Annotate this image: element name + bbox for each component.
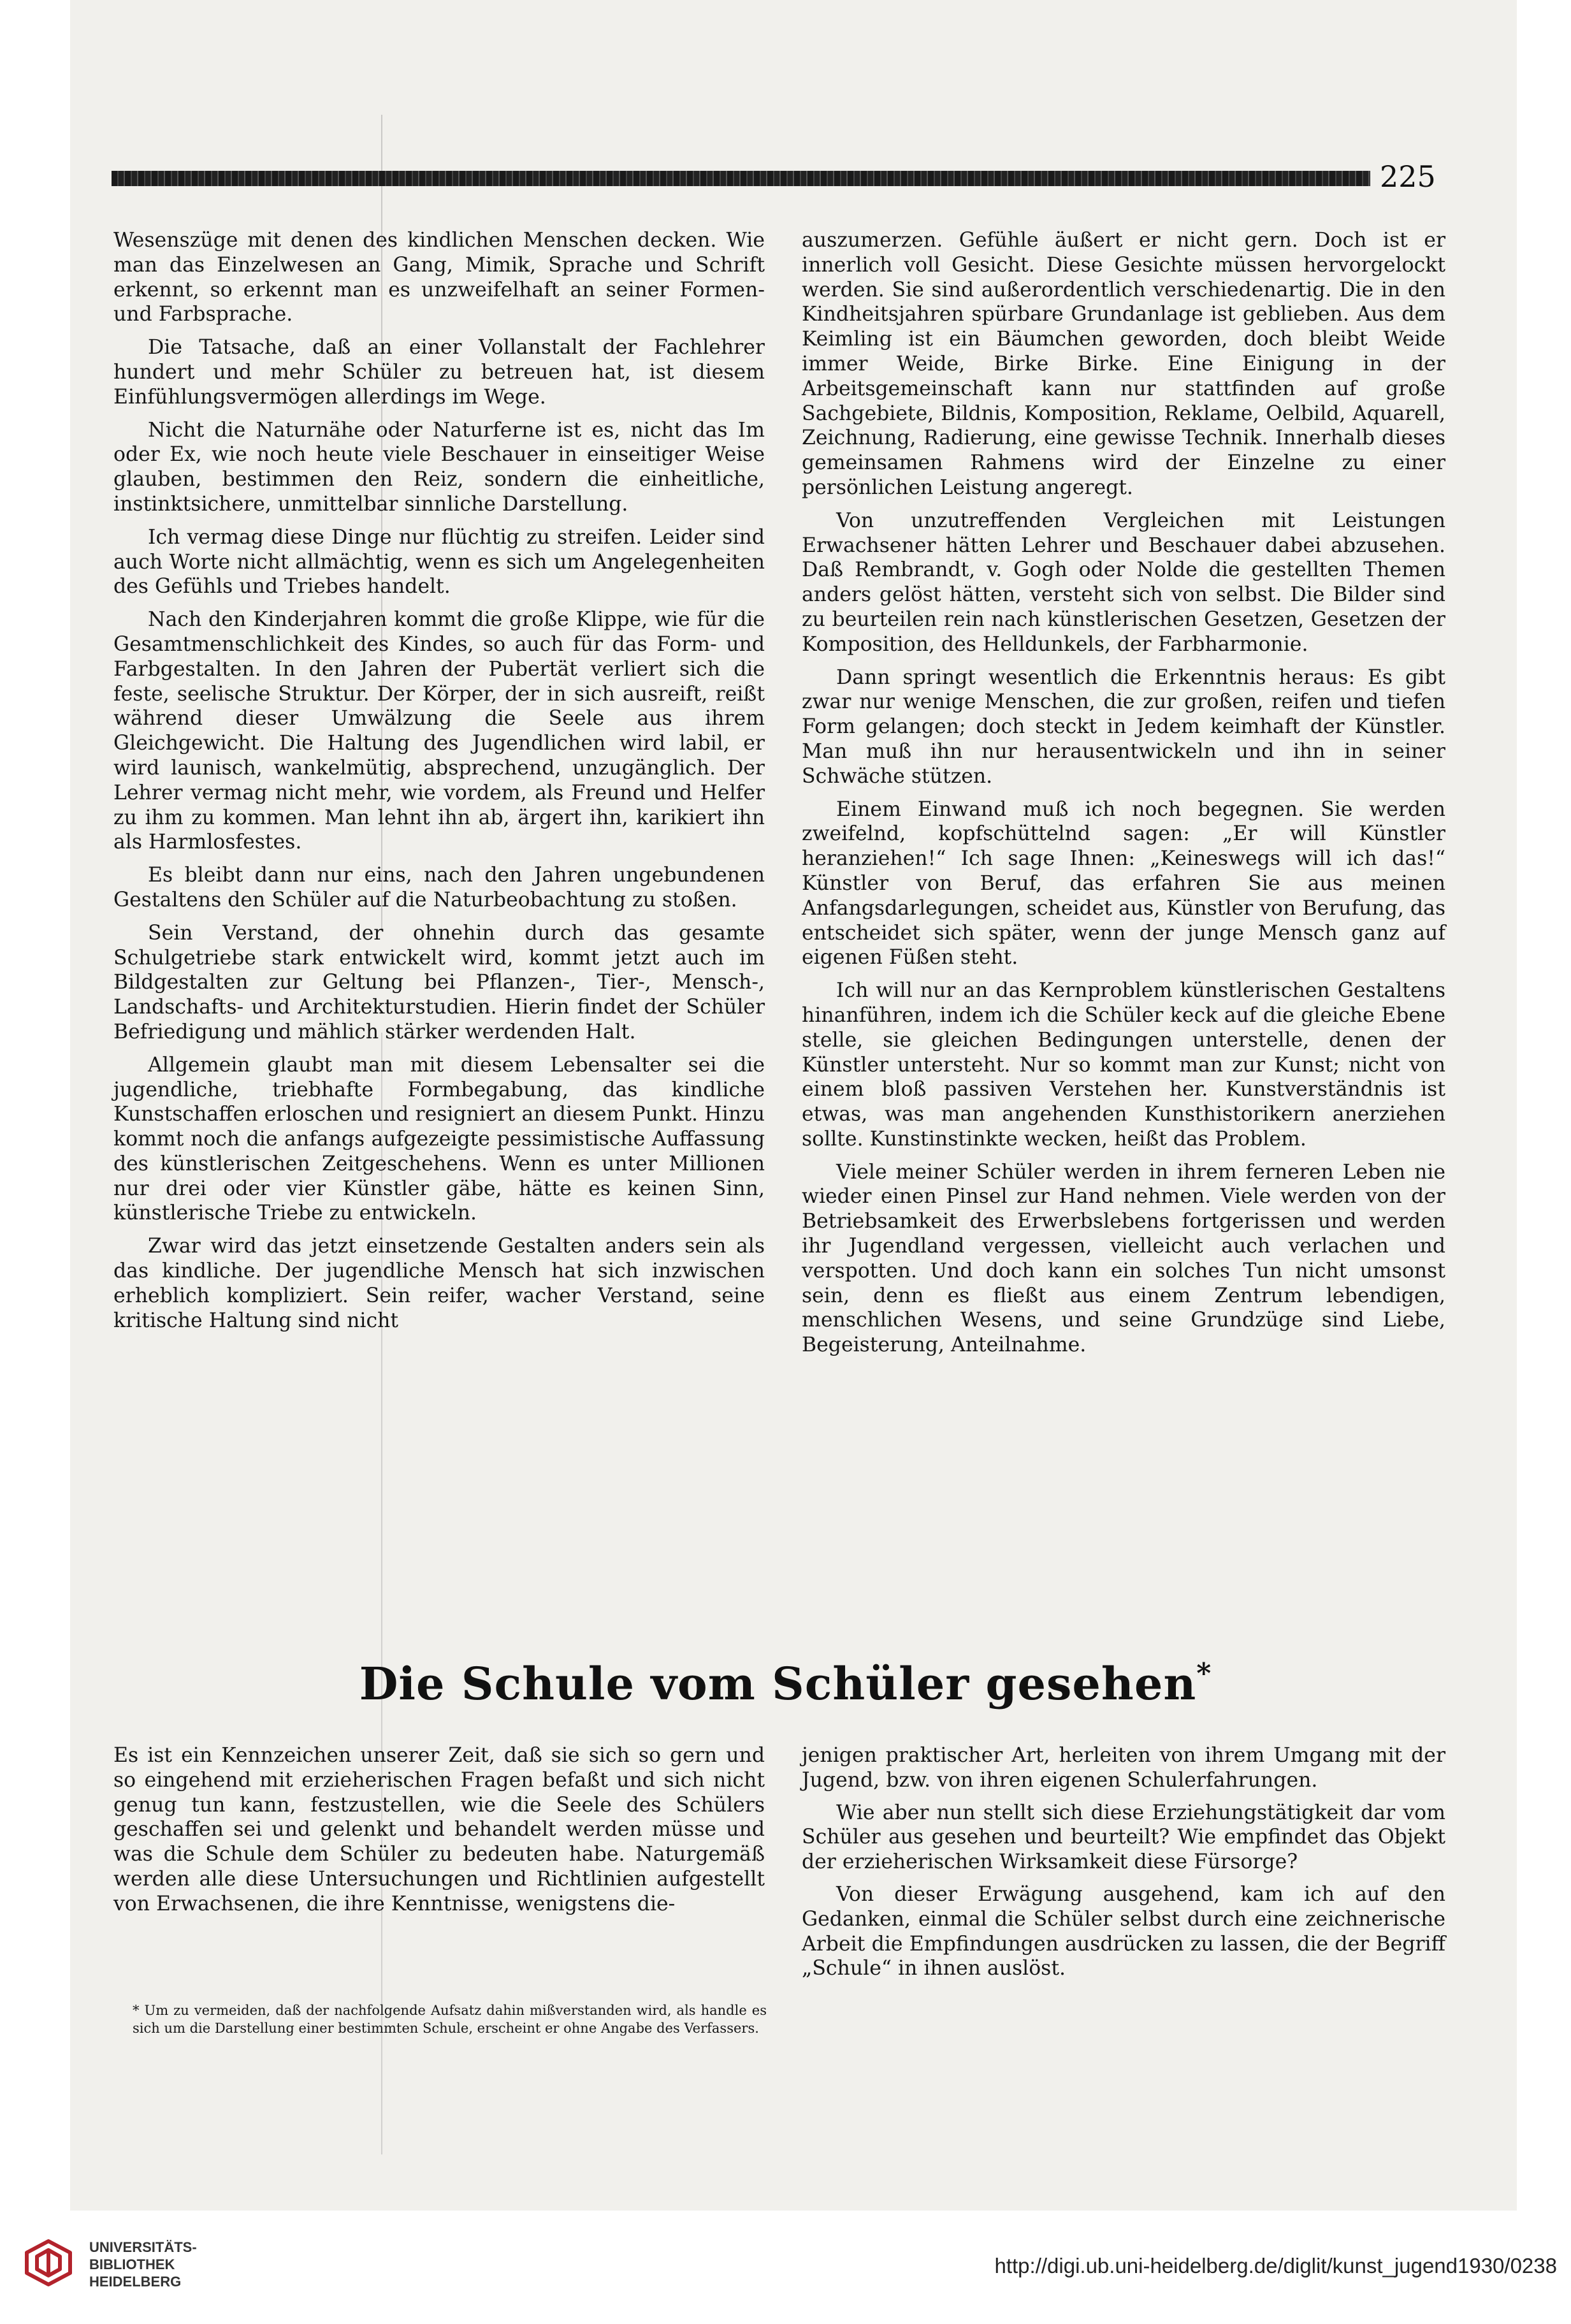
library-name-line: UNIVERSITÄTS-	[89, 2239, 197, 2255]
paragraph: Sein Verstand, der ohnehin durch das gesamte Schulgetriebe stark entwickelt wird, kommt jetzt auch im Bildgestalten zur Geltung bei Pflanzen-, Tier-, Mensch-, Landschafts- und Architekturstudien. Hierin findet der Schüler Befriedigung und mählich stärker werdenden Halt.	[113, 921, 765, 1043]
library-name	[89, 2239, 197, 2290]
paragraph: auszumerzen. Gefühle äußert er nicht gern. Doch ist er innerlich voll Gesicht. Diese Gesichte müssen hervorgelockt werden. Sie sind außerordentlich verschiedenartig. Die in den Kindheitsjahren spürbare Grundanlage ist geblieben. Aus dem Keimling ist ein Bäumchen geworden, doch bleibt Weide immer Weide, Birke Birke. Eine Einigung in der Arbeitsgemeinschaft kann nur stattfinden auf große Sachgebiete, Bildnis, Komposition, Reklame, Oelbild, Aquarell, Zeichnung, Radierung, eine gewisse Technik. Innerhalb dieses gemeinsamen Rahmens wird der Einzelne zu einer persönlichen Leistung angeregt.	[802, 229, 1445, 499]
library-footer	[0, 2211, 1571, 2324]
library-name-line: HEIDELBERG	[89, 2274, 182, 2290]
paragraph: Wie aber nun stellt sich diese Erziehungstätigkeit dar vom Schüler aus gesehen und beurteilt? Wie empfindet das Objekt der erzieherischen Wirksamkeit diese Fürsorge?	[802, 1801, 1445, 1874]
library-name-line: BIBLIOTHEK	[89, 2256, 175, 2272]
text-column-top-left	[113, 228, 765, 1341]
article-heading	[0, 1657, 1571, 1710]
paragraph: Ich will nur an das Kernproblem künstlerischen Gestaltens hinanführen, indem ich die Schüler keck auf die gleiche Ebene stelle, sie gleichen Bedingungen unterstelle, denen der Künstler untersteht. Nur so kommt man zur Kunst; nicht von einem bloß passiven Verstehen her. Kunstverständnis ist etwas, was man angehenden Kunsthistorikern anerziehen sollte. Kunstinstinkte wecken, heißt das Problem.	[802, 979, 1445, 1151]
paragraph: Ich vermag diese Dinge nur flüchtig zu streifen. Leider sind auch Worte nicht allmächtig, wenn es sich um Angelegenheiten des Gefühls und Triebes handelt.	[113, 525, 765, 599]
paragraph: jenigen praktischer Art, herleiten von ihrem Umgang mit der Jugend, bzw. von ihren eigenen Schulerfahrungen.	[802, 1744, 1445, 1792]
paragraph: Nach den Kinderjahren kommt die große Klippe, wie für die Gesamtmenschlichkeit des Kindes, so auch für das Form- und Farbgestalten. In den Jahren der Pubertät verliert sich die feste, seelische Struktur. Der Körper, der in sich ausreift, reißt während dieser Umwälzung die Seele aus ihrem Gleichgewicht. Die Haltung des Jugendlichen wird labil, er wird launisch, wankelmütig, absprechend, unzugänglich. Der Lehrer vermag nicht mehr, wie vordem, als Freund und Helfer zu ihm zu kommen. Man lehnt ihn ab, ärgert ihn, karikiert ihn als Harmlosfestes.	[113, 608, 765, 854]
page-number: 225	[1380, 159, 1436, 194]
paragraph: Wesenszüge mit denen des kindlichen Menschen decken. Wie man das Einzelwesen an Gang, Mimik, Sprache und Schrift erkennt, so erkennt man es unzweifelhaft an seiner Formen- und Farbsprache.	[113, 229, 765, 326]
footnote-mark: *	[1196, 1657, 1212, 1690]
paragraph: Viele meiner Schüler werden in ihrem ferneren Leben nie wieder einen Pinsel zur Hand nehmen. Viele werden von der Betriebsamkeit des Erwerbslebens fortgerissen und werden ihr Jugendland vergessen, vielleicht auch verlachen und verspotten. Und doch kann ein solches Tun nicht umsonst sein, denn es fließt aus einem Zentrum lebendigen, menschlichen Wesens, und seine Grundzüge sind Liebe, Begeisterung, Anteilnahme.	[802, 1160, 1445, 1357]
header-rule	[112, 171, 1370, 186]
footnote: * Um zu vermeiden, daß der nachfolgende Aufsatz dahin mißverstanden wird, als handle es sich um die Darstellung einer bestimmten Schule, erscheint er ohne Angabe des Verfassers.	[133, 2003, 767, 2036]
library-logo-icon	[19, 2233, 78, 2292]
text-column-top-right	[802, 228, 1445, 1366]
source-url[interactable]: http://digi.ub.uni-heidelberg.de/diglit/kunst_jugend1930/0238	[994, 2254, 1557, 2277]
text-column-bottom-right	[802, 1743, 1445, 1989]
paragraph: Zwar wird das jetzt einsetzende Gestalten anders sein als das kindliche. Der jugendliche Mensch hat sich inzwischen erheblich kompliziert. Sein reifer, wacher Verstand, seine kritische Haltung sind nicht	[113, 1235, 765, 1332]
paragraph: Von dieser Erwägung ausgehend, kam ich auf den Gedanken, einmal die Schüler selbst durch eine zeichnerische Arbeit die Empfindungen ausdrücken zu lassen, die der Begriff „Schule“ in ihnen auslöst.	[802, 1882, 1445, 1980]
paragraph: Allgemein glaubt man mit diesem Lebensalter sei die jugendliche, triebhafte Formbegabung, das kindliche Kunstschaffen erloschen und resigniert an diesem Punkt. Hinzu kommt noch die anfangs aufgezeigte pessimistische Auffassung des künstlerischen Zeitgeschehens. Wenn es unter Millionen nur drei oder vier Künstler gäbe, hätte es keinen Sinn, künstlerische Triebe zu entwickeln.	[113, 1053, 765, 1225]
paragraph: Dann springt wesentlich die Erkenntnis heraus: Es gibt zwar nur wenige Menschen, die zur großen, reifen und tiefen Form gelangen; doch steckt in Jedem keimhaft der Künstler. Man muß ihn nur herausentwickeln und ihn in seiner Schwäche stützen.	[802, 665, 1445, 788]
paragraph: Es bleibt dann nur eins, nach den Jahren ungebundenen Gestaltens den Schüler auf die Naturbeobachtung zu stoßen.	[113, 864, 765, 911]
paragraph: Einem Einwand muß ich noch begegnen. Sie werden zweifelnd, kopfschüttelnd sagen: „Er will Künstler heranziehen!“ Ich sage Ihnen: „Keineswegs will ich das!“ Künstler von Beruf, das erfahren Sie aus meinen Anfangsdarlegungen, scheidet aus, Künstler von Berufung, das entscheidet sich später, wenn der junge Mensch ganz auf eigenen Füßen steht.	[802, 797, 1445, 970]
text-column-bottom-left	[113, 1743, 765, 1924]
paragraph: Nicht die Naturnähe oder Naturferne ist es, nicht das Im oder Ex, wie noch heute viele Beschauer in einseitiger Weise glauben, bestimmen den Reiz, sondern die einheitliche, instinktsichere, unmittelbar sinnliche Darstellung.	[113, 418, 765, 516]
article-title: Die Schule vom Schüler gesehen	[359, 1657, 1197, 1710]
paragraph: Die Tatsache, daß an einer Vollanstalt der Fachlehrer hundert und mehr Schüler zu betreuen hat, ist diesem Einfühlungsvermögen allerdings im Wege.	[113, 336, 765, 409]
paragraph: Von unzutreffenden Vergleichen mit Leistungen Erwachsener hätten Lehrer und Beschauer dabei abzusehen. Daß Rembrandt, v. Gogh oder Nolde die gestellten Themen anders gelöst hätten, versteht sich von selbst. Die Bilder sind zu beurteilen rein nach künstlerischen Gesetzen, Gesetzen der Komposition, des Helldunkels, der Farbharmonie.	[802, 509, 1445, 656]
paragraph: Es ist ein Kennzeichen unserer Zeit, daß sie sich so gern und so eingehend mit erzieherischen Fragen befaßt und sich nicht genug tun kann, festzustellen, wie die Seele des Schülers geschaffen sei und gelenkt und behandelt werden müsse und was die Schule dem Schüler zu bedeuten habe. Naturgemäß werden alle diese Untersuchungen und Richtlinien aufgestellt von Erwachsenen, die ihre Kenntnisse, wenigstens die-	[113, 1744, 765, 1915]
